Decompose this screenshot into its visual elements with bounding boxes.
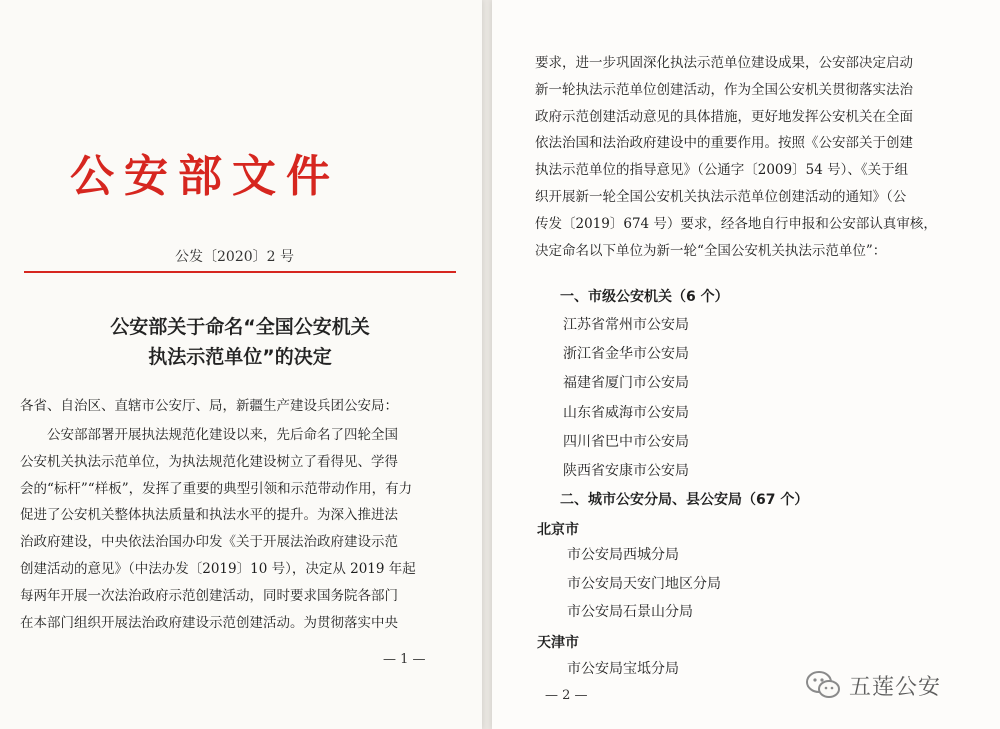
watermark-text: 五莲公安 — [849, 674, 942, 700]
account-watermark — [805, 665, 985, 705]
wechat-icon — [805, 669, 841, 701]
list-item: 市公安局宝坻分局 — [567, 661, 679, 677]
unit-list-city-level — [563, 311, 689, 486]
list-item: 山东省威海市公安局 — [563, 404, 689, 421]
text-line: 公安机关执法示范单位，为执法规范化建设树立了看得见、学得 — [20, 453, 398, 470]
title-line: 公安部关于命名“全国公安机关 — [110, 316, 370, 338]
text-line: 公安部部署开展执法规范化建设以来，先后命名了四轮全国 — [20, 427, 398, 443]
text-line: 在本部门组织开展法治政府建设示范创建活动。为贯彻落实中央 — [20, 614, 398, 631]
document-header: 公安部文件 — [70, 151, 340, 202]
body-text-left — [20, 422, 460, 636]
list-item: 市公安局天安门地区分局 — [567, 575, 721, 592]
section-heading-1: 一、市级公安机关（6 个） — [560, 289, 729, 305]
page-number: — 1 — — [383, 652, 426, 667]
list-item: 陕西省安康市公安局 — [563, 462, 689, 479]
text-line: 促进了公安机关整体执法质量和执法水平的提升。为深入推进法 — [20, 507, 398, 524]
text-line: 治政府建设，中央依法治国办印发《关于开展法治政府建设示范 — [20, 534, 398, 551]
city-heading-tianjin: 天津市 — [537, 635, 579, 651]
text-line: 执法示范单位的指导意见》（公通字〔2009〕54 号）、《关于组 — [535, 162, 909, 179]
text-line: 织开展新一轮全国公安机关执法示范单位创建活动的通知》（公 — [535, 188, 907, 205]
city-heading-beijing: 北京市 — [537, 522, 579, 538]
title-line: 执法示范单位”的决定 — [148, 346, 332, 368]
list-item: 福建省厦门市公安局 — [563, 375, 689, 392]
section-heading-2: 二、城市公安分局、县公安局（67 个） — [560, 492, 809, 508]
addressee: 各省、自治区、直辖市公安厅、局，新疆生产建设兵团公安局： — [20, 398, 398, 414]
text-line: 要求，进一步巩固深化执法示范单位建设成果，公安部决定启动 — [535, 55, 913, 71]
unit-list-tianjin — [567, 655, 679, 684]
body-text-right — [535, 50, 975, 264]
unit-list-beijing — [567, 541, 721, 627]
text-line: 政府示范创建活动意见的具体措施，更好地发挥公安机关在全面 — [535, 108, 913, 125]
page-number: — 2 — — [545, 688, 588, 703]
text-line: 依法治国和法治政府建设中的重要作用。按照《公安部关于创建 — [535, 135, 913, 152]
text-line: 新一轮执法示范单位创建活动，作为全国公安机关贯彻落实法治 — [535, 81, 913, 98]
list-item: 浙江省金华市公安局 — [563, 346, 689, 363]
text-line: 创建活动的意见》（中法办发〔2019〕10 号），决定从 2019 年起 — [20, 560, 416, 577]
document-number: 公发〔2020〕2 号 — [175, 249, 294, 265]
text-line: 传发〔2019〕674 号）要求，经各地自行申报和公安部认真审核， — [535, 215, 937, 232]
text-line: 会的“标杆”“样板”，发挥了重要的典型引领和示范带动作用，有力 — [20, 480, 413, 497]
text-line: 每两年开展一次法治政府示范创建活动，同时要求国务院各部门 — [20, 587, 398, 604]
document-title — [40, 312, 440, 372]
list-item: 市公安局西城分局 — [567, 547, 679, 563]
list-item: 四川省巴中市公安局 — [563, 433, 689, 450]
text-line: 决定命名以下单位为新一轮“全国公安机关执法示范单位”： — [535, 242, 887, 259]
red-divider — [24, 271, 456, 273]
list-item: 市公安局石景山分局 — [567, 604, 693, 620]
list-item: 江苏省常州市公安局 — [563, 317, 689, 333]
